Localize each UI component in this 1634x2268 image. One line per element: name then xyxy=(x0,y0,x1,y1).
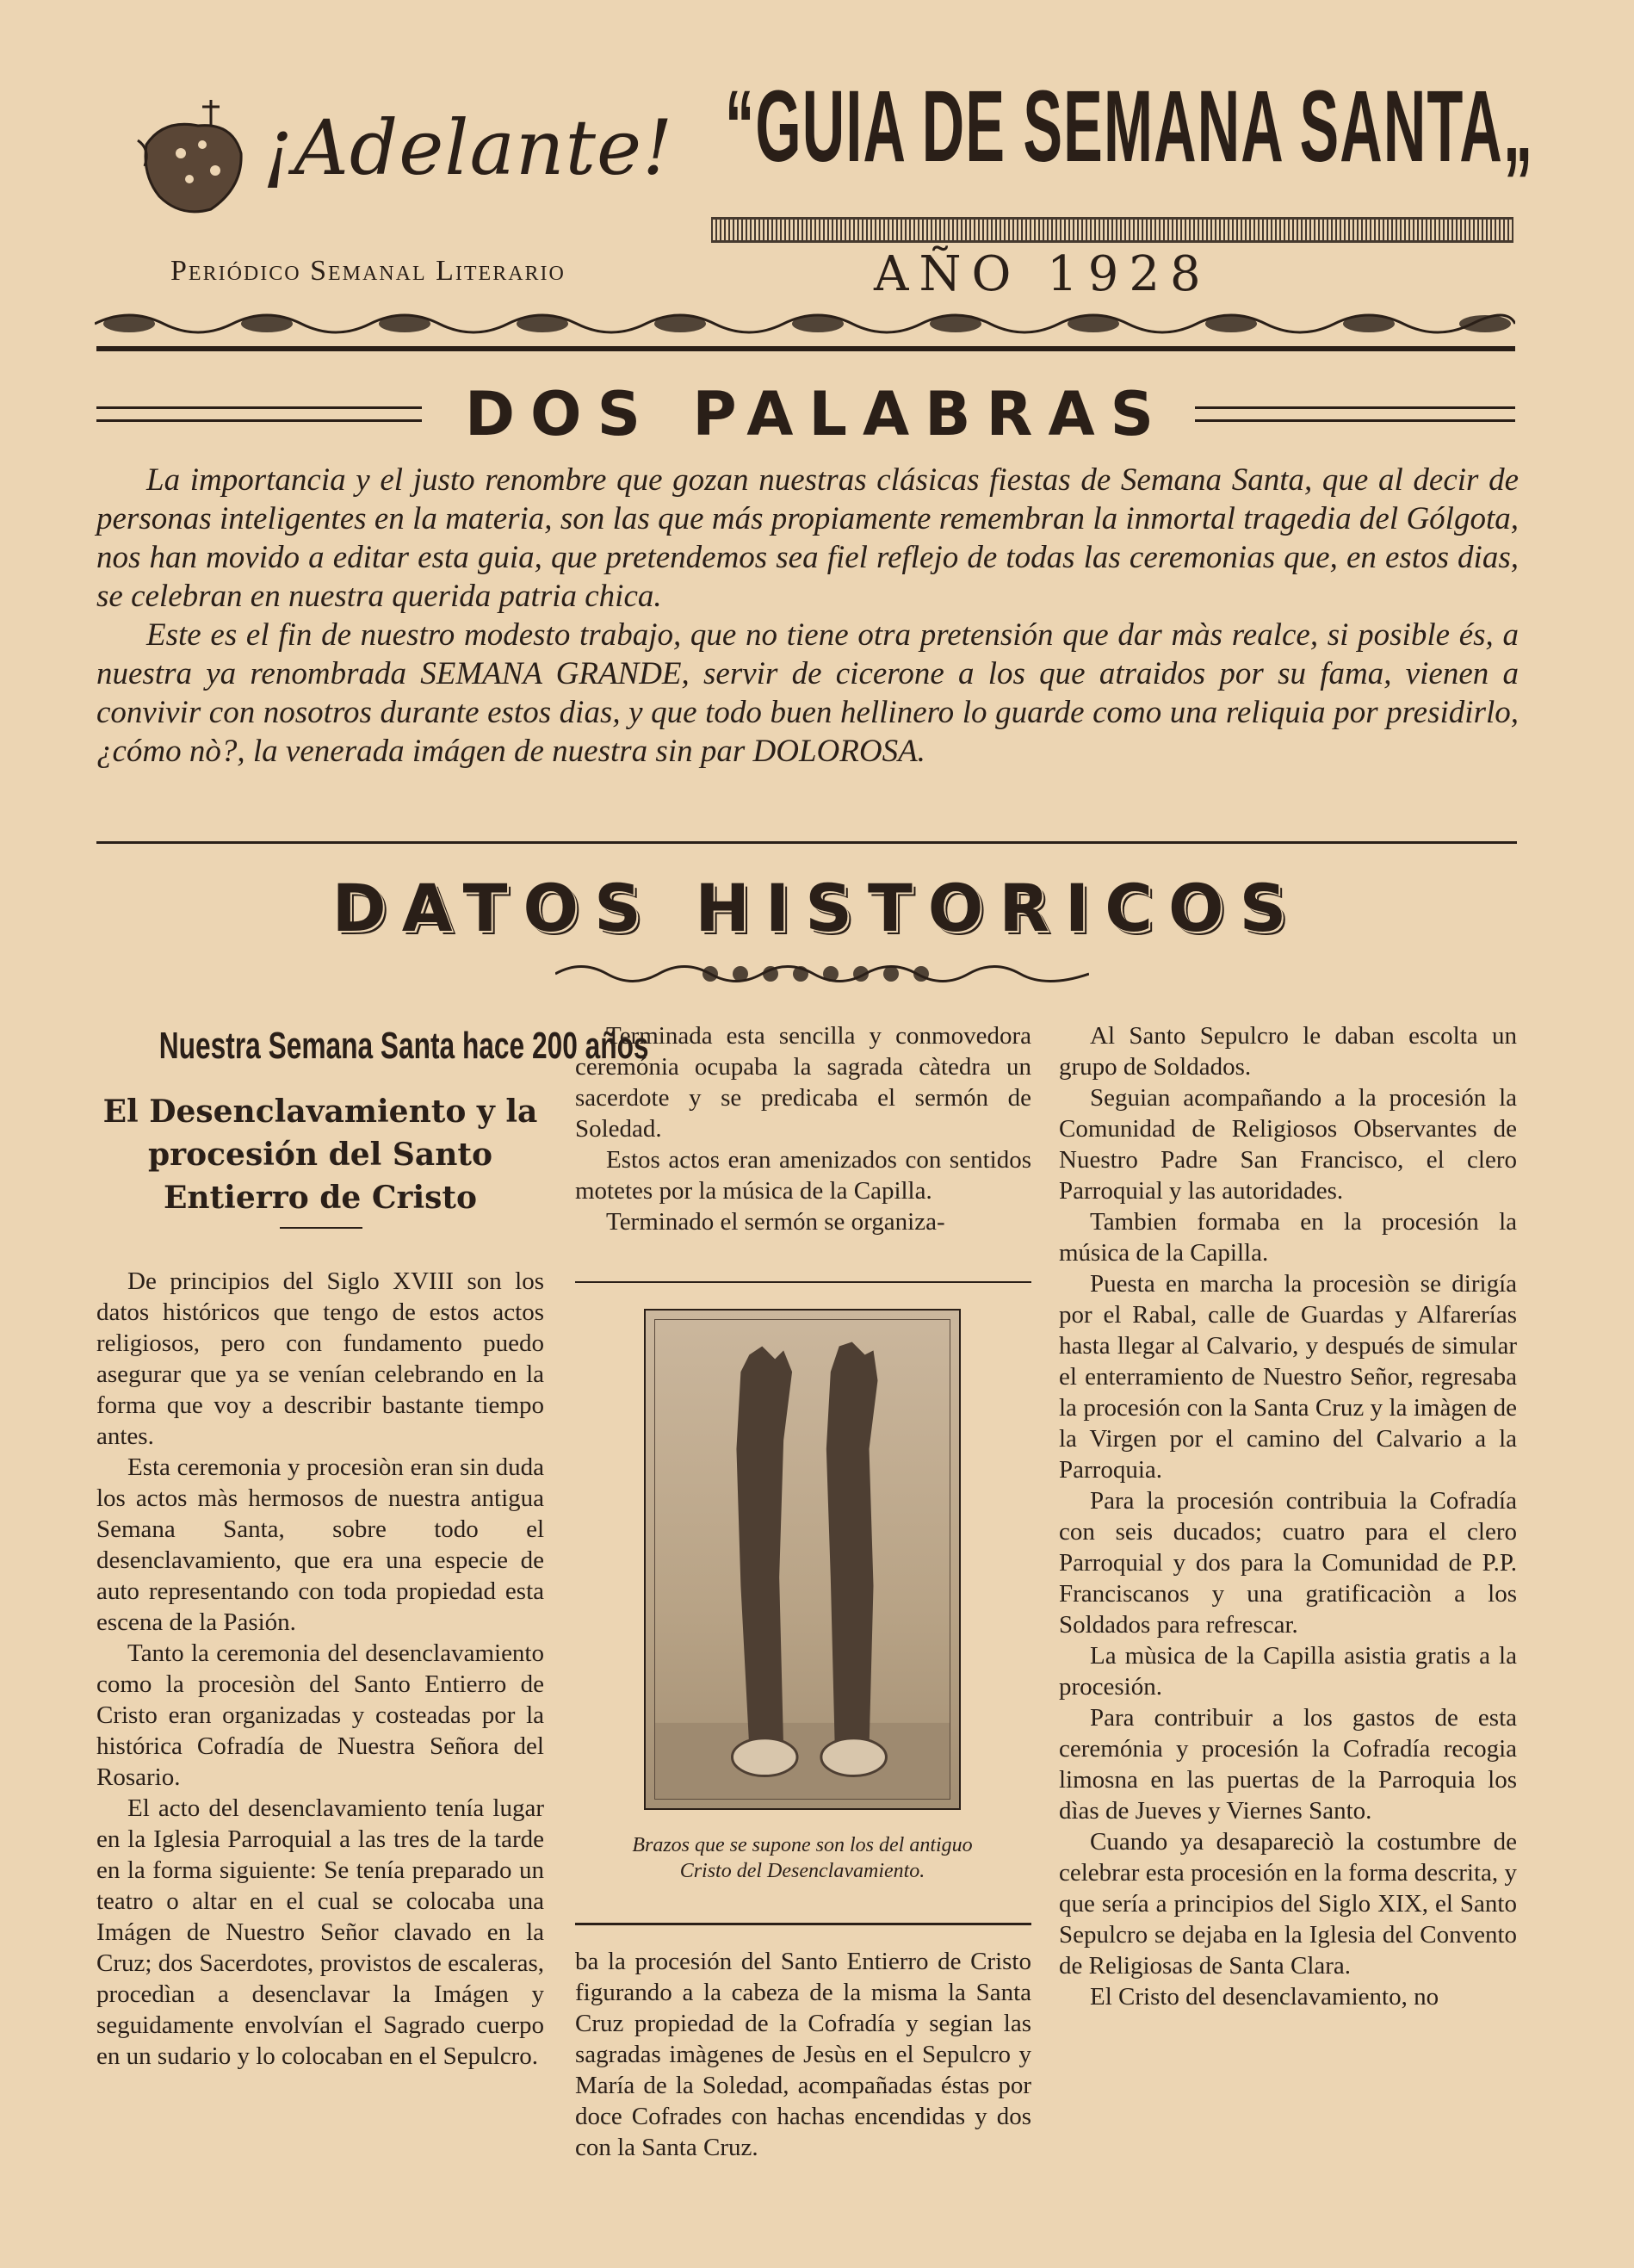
headline-rule xyxy=(280,1227,362,1229)
paragraph: Tanto la ceremonia del desenclavamiento como la procesiòn del Santo Entierro de Cristo eran organizadas y costeadas por la histórica Cofradía de Nuestra Señora del Rosario. xyxy=(96,1639,544,1791)
carved-arms-image xyxy=(655,1320,950,1799)
coat-of-arms-emblem xyxy=(129,93,258,222)
caption-rule xyxy=(575,1923,1031,1925)
paragraph: Cuando ya desapareciò la costumbre de celebrar esta procesión en la forma descrita, y que sería a principios del Siglo XIX, el Santo Sepulcro se dejaba en la Iglesia del Convento de Religiosas de Santa Clara. xyxy=(1059,1828,1517,1980)
paragraph: Para contribuir a los gastos de esta ceremónia y procesión la Cofradía recogia limosna en las puertas de la Parroquia los dìas de Jueves y Viernes Santo. xyxy=(1059,1704,1517,1825)
intro-text xyxy=(96,461,1519,771)
photo-caption: Brazos que se supone son los del antiguo Cristo del Desenclavamiento. xyxy=(632,1834,973,1882)
paragraph: Tambien formaba en la procesión la música de la Capilla. xyxy=(1059,1208,1517,1267)
edition-year: AÑO 1928 xyxy=(874,246,1211,302)
paragraph: De principios del Siglo XVIII son los datos históricos que tengo de estos actos religiosos, pero con fundamento puedo asegurar que ya se venían celebrando en la forma que voy a describir bastante tiempo antes. xyxy=(96,1267,544,1450)
masthead-subtitle: Periódico Semanal Literario xyxy=(170,255,566,287)
paragraph: Terminada esta sencilla y conmovedora ceremónia ocupaba la sagrada càtedra un sacerdote y se predicaba el sermón de Soledad. xyxy=(575,1022,1031,1143)
paragraph: Esta ceremonia y procesiòn eran sin duda los actos màs hermosos de nuestra antigua Semana Santa, sobre todo el desenclavamiento, que era una especie de auto representando con toda propiedad esta escena de la Pasión. xyxy=(96,1453,544,1636)
masthead-title: ¡Adelante! xyxy=(263,103,674,192)
paragraph: Para la procesión contribuia la Cofradía con seis ducados; cuatro para el clero Parroquial y dos para la Comunidad de P.P. Franciscanos y una gratificaciòn a los Soldados para refrescar. xyxy=(1059,1487,1517,1639)
column-3 xyxy=(1059,1020,1517,2012)
header-rule xyxy=(96,346,1515,351)
title-rule-right xyxy=(1195,406,1515,422)
hatched-rule xyxy=(711,217,1513,243)
ornamental-border xyxy=(95,303,1515,344)
intro-paragraph: La importancia y el justo renombre que gozan nuestras clásicas fiestas de Semana Santa, que al decir de personas inteligentes en la materia, son las que más propiamente remembran la inmortal tragedia del Gólgota, nos han movido a editar esta guia, que pretendemos sea fiel reflejo de todas las ceremonias que, en estos dias, se celebran en nuestra querida patria chica. xyxy=(96,462,1519,614)
paragraph: El acto del desenclavamiento tenía lugar en la Iglesia Parroquial a las tres de la tarde en la forma siguiente: Se tenía preparado un teatro o altar en el cual se colocaba una Imágen de Nuestro Señor clavado en la Cruz; dos Sacerdotes, provistos de escaleras, procedìan a desenclavar la Imágen y seguidamente envolvían el Sagrado cuerpo en un sudario y lo colocaban en el Sepulcro. xyxy=(96,1794,544,2070)
guide-title: “GUIA DE SEMANA SANTA„ xyxy=(725,70,1534,183)
paragraph: Terminado el sermón se organiza- xyxy=(606,1208,945,1236)
column-2-top xyxy=(575,1020,1031,1237)
column-2-bottom xyxy=(575,1946,1031,2163)
paragraph: La mùsica de la Capilla asistia gratis a la procesión. xyxy=(1059,1642,1517,1701)
paragraph: ba la procesión del Santo Entierro de Cristo figurando a la cabeza de la misma la Santa Cruz propiedad de la Cofradía y segian las sagradas imàgenes de Jesùs en el Sepulcro y María de la Soledad, acompañadas éstas por doce Cofrades con hachas encendidas y dos con la Santa Cruz. xyxy=(575,1948,1031,2161)
intro-paragraph: Este es el fin de nuestro modesto trabajo, que no tiene otra pretensión que dar màs realce, si posible és, a nuestra ya renombrada SEMANA GRANDE, servir de cicerone a los que atraidos por su fama, vienen a convivir con nosotros durante estos dias, y que todo buen hellinero lo guarde como una reliquia por presidirlo, ¿cómo nò?, la venerada imágen de nuestra sin par DOLOROSA. xyxy=(96,617,1519,769)
intro-title: DOS PALABRAS xyxy=(464,379,1170,449)
arms-photo xyxy=(644,1309,961,1810)
column-1 xyxy=(96,1266,544,2072)
paragraph: Puesta en marcha la procesiòn se dirigía por el Rabal, calle de Guardas y Alfarerías hasta llegar al Calvario, y después de simular el enterramiento de Nuestro Señor, regresaba la procesión con la Santa Cruz y la imàgen de la Virgen por el camino del Calvario a la Parroquia. xyxy=(1059,1270,1517,1484)
paragraph: Al Santo Sepulcro le daban escolta un grupo de Soldados. xyxy=(1059,1022,1517,1081)
column-rule xyxy=(575,1281,1031,1283)
article-kicker: Nuestra Semana Santa hace 200 años xyxy=(158,1025,649,1067)
section-ornament xyxy=(555,956,1089,992)
section-title: DATOS HISTORICOS xyxy=(331,870,1303,946)
paragraph: Estos actos eran amenizados con sentidos motetes por la música de la Capilla. xyxy=(575,1146,1031,1205)
article-headline: El Desenclavamiento y la procesión del Santo Entierro de Cristo xyxy=(102,1094,538,1216)
paragraph: Seguian acompañando a la procesión la Comunidad de Religiosos Observantes de Nuestro Padre San Francisco, el clero Parroquial y las autoridades. xyxy=(1059,1084,1517,1205)
paragraph: El Cristo del desenclavamiento, no xyxy=(1090,1983,1439,2011)
section-divider xyxy=(96,841,1517,844)
